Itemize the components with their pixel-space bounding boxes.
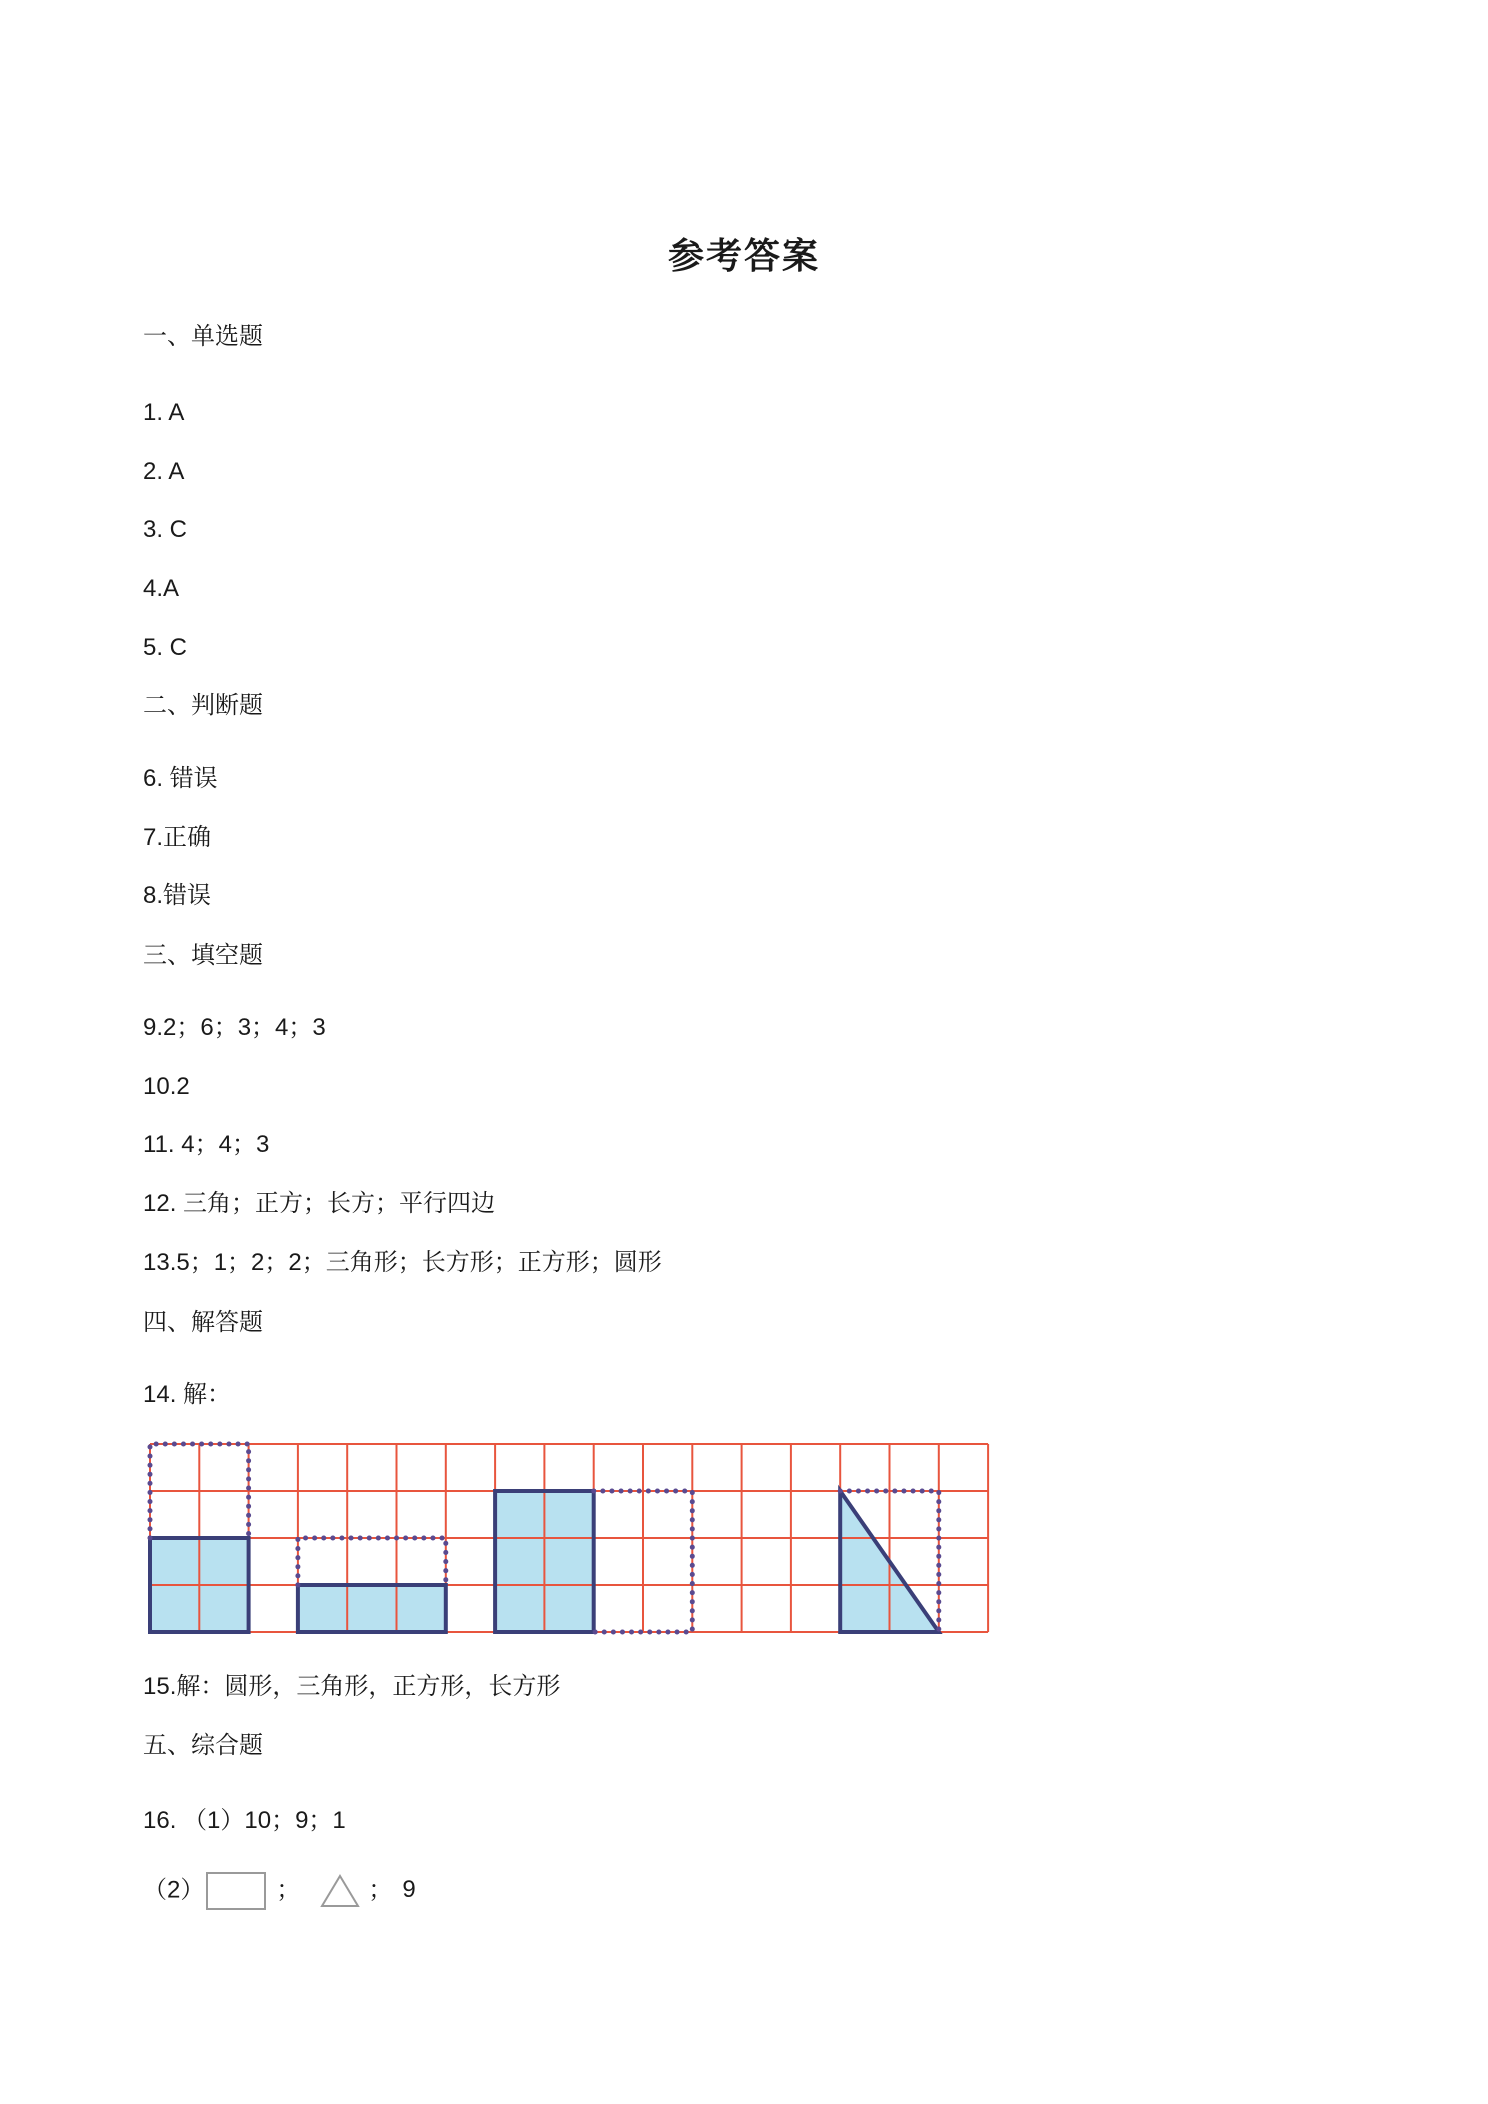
answer-line: 4.A	[143, 575, 180, 602]
triangle-shape-icon	[320, 1874, 360, 1908]
answer-line: 四、解答题	[143, 1308, 263, 1336]
answer-line: 1. A	[143, 399, 185, 426]
dotted-rectangle-top	[298, 1538, 446, 1585]
grid-figure	[146, 1440, 992, 1640]
q16-part2-line	[143, 1872, 416, 1910]
q16-part2-sep2: ；	[368, 1876, 393, 1904]
answer-line: 14. 解：	[143, 1381, 232, 1408]
answer-line: 12. 三角；正方；长方；平行四边	[143, 1190, 496, 1217]
answer-line: 6. 错误	[143, 765, 218, 792]
q16-part2-sep1: ；	[276, 1876, 301, 1904]
answer-line: 三、填空题	[143, 941, 263, 969]
answer-line: 5. C	[143, 634, 188, 661]
answer-line: 7.正确	[143, 824, 212, 851]
answer-line: 8.错误	[143, 882, 212, 909]
answer-line: 2. A	[143, 458, 185, 485]
answer-line: 一、单选题	[143, 322, 263, 350]
page-title: 参考答案	[667, 236, 820, 277]
answer-line: 二、判断题	[143, 691, 263, 719]
answer-line: 15.解：圆形，三角形，正方形，长方形	[143, 1673, 561, 1700]
q16-part2-value: 9	[402, 1876, 416, 1904]
answer-line: 9.2；6；3；4；3	[143, 1014, 326, 1041]
answer-line: 13.5；1；2；2；三角形；长方形；正方形；圆形	[143, 1249, 662, 1276]
answer-line: 16. （1）10；9；1	[143, 1807, 346, 1834]
filled-rectangle-small	[298, 1585, 446, 1632]
answer-line: 五、综合题	[143, 1731, 263, 1759]
answer-line: 3. C	[143, 516, 188, 543]
answer-line: 10.2	[143, 1073, 190, 1100]
rectangle-shape-icon	[206, 1872, 266, 1910]
answer-line: 11. 4；4；3	[143, 1131, 270, 1158]
q16-part2-label: （2）	[143, 1876, 205, 1904]
